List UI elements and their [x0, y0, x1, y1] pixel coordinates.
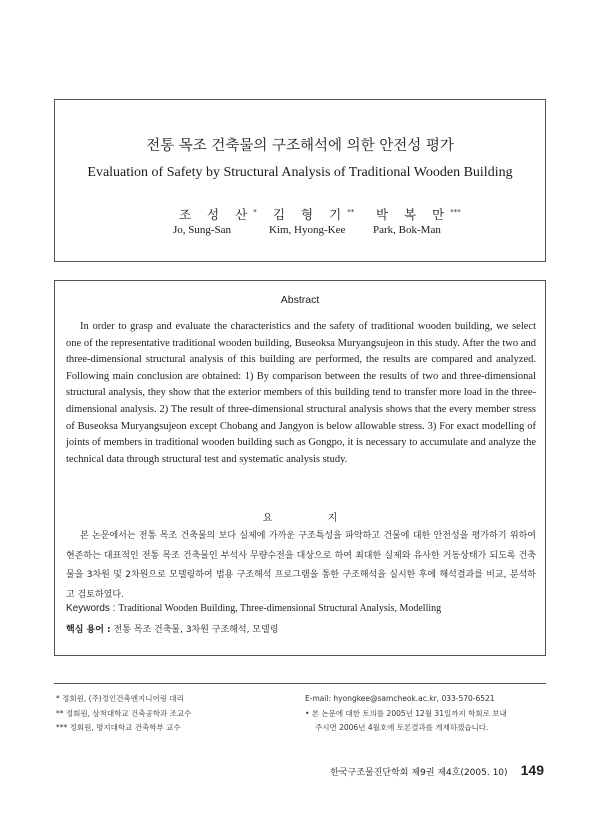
keywords-label: Keywords : — [66, 603, 116, 614]
discussion-note-line: 주시면 2006년 4월호에 토론결과를 게재하겠습니다. — [315, 723, 489, 732]
page-number: 149 — [520, 762, 544, 778]
keywords-line — [66, 603, 441, 614]
affiliation-footnote: * 정회원, (주)정인건축엔지니어링 대리 — [56, 694, 184, 703]
affiliation-footnotes — [56, 692, 296, 736]
title-block — [54, 99, 546, 262]
affiliation-footnote: ** 정회원, 삼척대학교 건축공학과 조교수 — [56, 708, 192, 718]
author-korean-name: 김 형 기** — [273, 207, 355, 222]
keywords-text: Traditional Wooden Building, Three-dimensional Structural Analysis, Modelling — [118, 603, 442, 614]
abstract-body: In order to grasp and evaluate the characteristics and the safety of traditional wooden building, we select one of the representative traditional wooden building, Buseoksa Muryangsujeon in this study. After the two and three-dimensional structural analysis of this building are performed, the results are compared and analyzed. Following main conclusion are obtained: 1) By comparison between the results of two and three-dimensional structural analysis, they show that the exterior members of this building tend to transfer more load in the three-dimensional analysis. 2) The result of three-dimensional structural analysis shows that the every member stress of Buseoksa Muryangsujeon except Chobang and Jangyon is below allowable stress. 3) For exact modelling of joints of members in traditional wooden building such as Gongpo, it is necessary to accumulate and analyze the technical data through structural test and systematic analysis study. — [66, 321, 536, 465]
author-english-name: Kim, Hyong-Kee — [269, 224, 346, 236]
korean-keywords-label: 핵심 용어 : — [66, 625, 111, 635]
page-footer — [330, 760, 544, 779]
discussion-note-line: • 본 논문에 대한 토의를 2005년 12월 31일까지 학회로 보내 — [305, 708, 507, 718]
korean-title: 전통 목조 건축물의 구조해석에 의한 안전성 평가 — [146, 138, 454, 154]
author-english-name: Jo, Sung-San — [173, 224, 232, 236]
author-korean-name: 조 성 산* — [179, 207, 257, 222]
contact-footnotes — [305, 692, 545, 736]
korean-summary-body: 본 논문에서는 전통 목조 건축물의 보다 실제에 가까운 구조특성을 파악하고 건물에 대한 안전성을 평가하기 위하여 현존하는 대표적인 전통 목조 건축물인 부석사 무량수전을 대상으로 하여 최대한 실제와 유사한 거동상태가 되도록 건축물을 3차원 및 2차원으로 모델링하여 범용 구조해석 프로그램을 통한 구조해석을 실시한 후에 해석결과를 비교, 분석하고 검토하였다. — [66, 531, 536, 600]
affiliation-footnote: *** 정회원, 명지대학교 건축학부 교수 — [56, 723, 181, 732]
korean-keywords-line — [66, 622, 278, 635]
author-korean-name: 박 복 만*** — [376, 207, 461, 222]
author-english-name: Park, Bok-Man — [373, 224, 441, 236]
korean-keywords-text: 전통 목조 건축물, 3차원 구조해석, 모델링 — [113, 625, 279, 635]
abstract-heading: Abstract — [280, 294, 320, 306]
korean-summary-heading: 요 지 — [262, 513, 364, 524]
email-footnote: E-mail: hyongkee@samcheok.ac.kr, 033-570-6521 — [305, 694, 495, 703]
abstract-block — [54, 280, 546, 656]
english-title: Evaluation of Safety by Structural Analysis of Traditional Wooden Building — [87, 165, 513, 180]
footnote-divider — [54, 683, 546, 684]
journal-citation: 한국구조물진단학회 제9권 제4호(2005. 10) — [330, 768, 508, 778]
